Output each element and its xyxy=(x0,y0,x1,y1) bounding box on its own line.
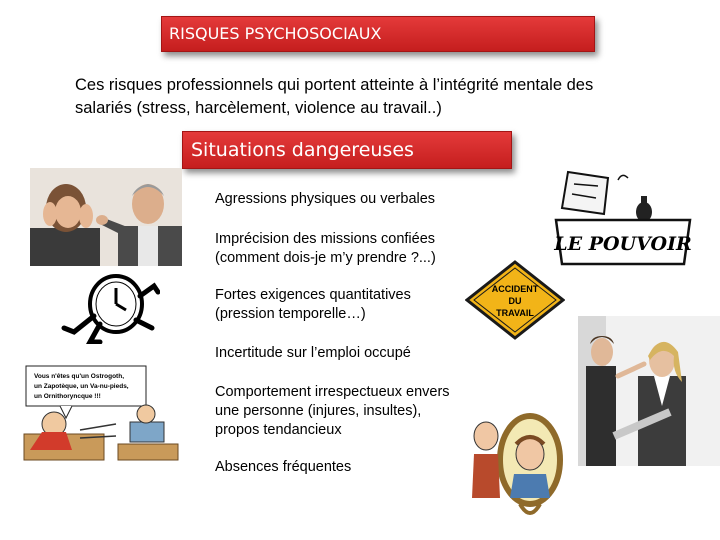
list-item-line: une personne (injures, insultes), xyxy=(215,403,422,419)
office-harassment-photo xyxy=(578,316,720,466)
mirror-cartoon xyxy=(470,400,570,528)
le-pouvoir-drawing xyxy=(548,168,698,266)
running-clock-drawing xyxy=(60,272,160,344)
list-item-comportement xyxy=(215,383,450,440)
shouting-boss-cartoon xyxy=(20,360,180,470)
list-item-line: Incertitude sur l’emploi occupé xyxy=(215,345,411,361)
list-item-line: Comportement irrespectueux envers xyxy=(215,384,450,400)
arguing-people-photo xyxy=(30,168,182,266)
speech-line-3: un Ornithoryncque !!! xyxy=(34,393,101,400)
title-banner xyxy=(161,16,595,52)
intro-paragraph xyxy=(75,74,675,120)
list-item-imprecision xyxy=(215,230,436,265)
section-title: Situations dangereuses xyxy=(191,139,414,161)
intro-line-1: Ces risques professionnels qui portent atteinte à l’intégrité mentale des xyxy=(75,76,594,94)
list-item-line: Imprécision des missions confiées xyxy=(215,231,436,247)
intro-line-2: salariés (stress, harcèlement, violence au travail..) xyxy=(75,99,442,117)
speech-line-1: Vous n'êtes qu'un Ostrogoth, xyxy=(34,373,124,380)
sign-line-3: TRAVAIL xyxy=(496,308,534,318)
list-item-absences xyxy=(215,458,351,477)
list-item-line: (pression temporelle…) xyxy=(215,306,366,322)
list-item-exigences xyxy=(215,286,411,324)
list-item-line: (comment dois-je m’y prendre ?...) xyxy=(215,250,436,265)
list-item-line: propos tendancieux xyxy=(215,422,342,438)
section-banner xyxy=(182,131,512,169)
sign-line-1: ACCIDENT xyxy=(491,284,539,294)
page-title: RISQUES PSYCHOSOCIAUX xyxy=(169,24,382,43)
list-item-line: Agressions physiques ou verbales xyxy=(215,191,436,207)
pouvoir-label: LE POUVOIR xyxy=(554,233,692,255)
sign-line-2: DU xyxy=(508,296,522,306)
list-item-line: Absences fréquentes xyxy=(215,459,352,475)
list-item-incertitude xyxy=(215,344,411,363)
list-item-line: Fortes exigences quantitatives xyxy=(215,287,411,303)
accident-sign xyxy=(465,260,565,340)
list-item-agressions xyxy=(215,190,435,209)
speech-line-2: un Zapotèque, un Va-nu-pieds, xyxy=(34,383,129,390)
